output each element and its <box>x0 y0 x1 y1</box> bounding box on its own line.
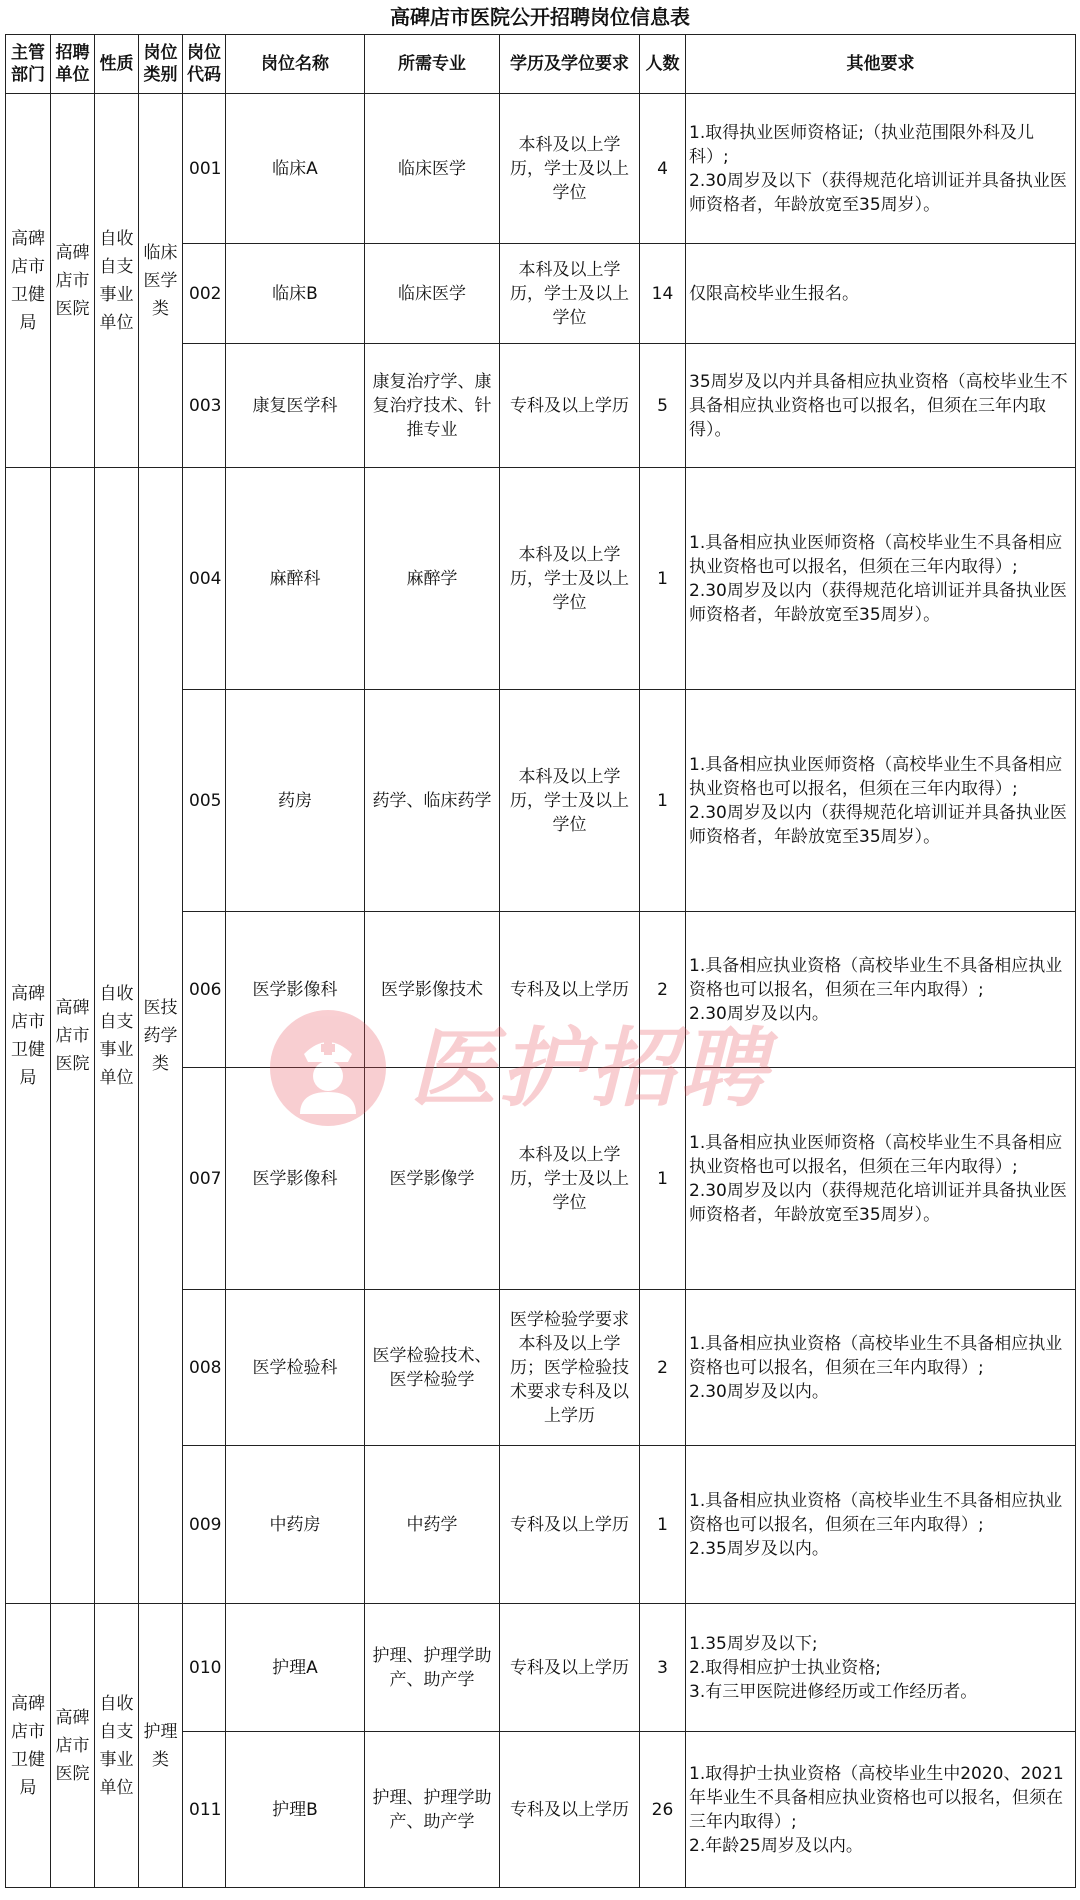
position-code: 002 <box>183 244 226 344</box>
position-code: 009 <box>183 1446 226 1604</box>
position-education: 本科及以上学历，学士及以上学位 <box>500 468 640 690</box>
position-count: 2 <box>640 912 686 1068</box>
position-other: 仅限高校毕业生报名。 <box>686 244 1076 344</box>
group-unit: 高碑店市医院 <box>51 94 95 468</box>
group-category: 医技药学类 <box>139 468 183 1604</box>
position-name: 护理B <box>226 1732 365 1888</box>
group-dept: 高碑店市卫健局 <box>6 1604 51 1888</box>
header-other: 其他要求 <box>686 35 1076 94</box>
position-education: 专科及以上学历 <box>500 912 640 1068</box>
position-education: 专科及以上学历 <box>500 1446 640 1604</box>
position-other: 1.具备相应执业医师资格（高校毕业生不具备相应执业资格也可以报名，但须在三年内取得）; 2.30周岁及以内（获得规范化培训证并具备执业医师资格者，年龄放宽至35周岁）。 <box>686 1068 1076 1290</box>
header-count: 人数 <box>640 35 686 94</box>
position-education: 专科及以上学历 <box>500 344 640 468</box>
table-row <box>6 1604 1076 1732</box>
position-code: 005 <box>183 690 226 912</box>
position-code: 001 <box>183 94 226 244</box>
position-major: 护理、护理学助产、助产学 <box>365 1604 500 1732</box>
position-code: 010 <box>183 1604 226 1732</box>
position-count: 2 <box>640 1290 686 1446</box>
header-row <box>6 35 1076 94</box>
header-education: 学历及学位要求 <box>500 35 640 94</box>
position-major: 护理、护理学助产、助产学 <box>365 1732 500 1888</box>
position-major: 康复治疗学、康复治疗技术、针推专业 <box>365 344 500 468</box>
position-name: 医学检验科 <box>226 1290 365 1446</box>
header-category: 岗位类别 <box>139 35 183 94</box>
position-code: 011 <box>183 1732 226 1888</box>
position-major: 临床医学 <box>365 94 500 244</box>
position-other: 1.35周岁及以下; 2.取得相应护士执业资格; 3.有三甲医院进修经历或工作经历者。 <box>686 1604 1076 1732</box>
group-category: 临床医学类 <box>139 94 183 468</box>
group-nature: 自收自支事业单位 <box>95 1604 139 1888</box>
position-other: 1.取得护士执业资格（高校毕业生中2020、2021年毕业生不具备相应执业资格也可以报名，但须在三年内取得）; 2.年龄25周岁及以内。 <box>686 1732 1076 1888</box>
group-dept: 高碑店市卫健局 <box>6 94 51 468</box>
position-name: 医学影像科 <box>226 1068 365 1290</box>
group-dept: 高碑店市卫健局 <box>6 468 51 1604</box>
position-name: 护理A <box>226 1604 365 1732</box>
position-major: 药学、临床药学 <box>365 690 500 912</box>
position-code: 006 <box>183 912 226 1068</box>
page-title: 高碑店市医院公开招聘岗位信息表 <box>390 5 690 29</box>
position-major: 医学影像学 <box>365 1068 500 1290</box>
position-other: 1.具备相应执业医师资格（高校毕业生不具备相应执业资格也可以报名，但须在三年内取得）; 2.30周岁及以内（获得规范化培训证并具备执业医师资格者，年龄放宽至35周岁）。 <box>686 468 1076 690</box>
header-major: 所需专业 <box>365 35 500 94</box>
position-count: 5 <box>640 344 686 468</box>
group-nature: 自收自支事业单位 <box>95 468 139 1604</box>
position-other: 1.具备相应执业资格（高校毕业生不具备相应执业资格也可以报名，但须在三年内取得）; 2.35周岁及以内。 <box>686 1446 1076 1604</box>
group-category: 护理类 <box>139 1604 183 1888</box>
position-other: 1.具备相应执业资格（高校毕业生不具备相应执业资格也可以报名，但须在三年内取得）; 2.30周岁及以内。 <box>686 912 1076 1068</box>
position-education: 本科及以上学历，学士及以上学位 <box>500 244 640 344</box>
header-unit: 招聘单位 <box>51 35 95 94</box>
position-major: 中药学 <box>365 1446 500 1604</box>
position-major: 麻醉学 <box>365 468 500 690</box>
position-count: 1 <box>640 690 686 912</box>
position-other: 1.具备相应执业资格（高校毕业生不具备相应执业资格也可以报名，但须在三年内取得）; 2.30周岁及以内。 <box>686 1290 1076 1446</box>
position-other: 1.取得执业医师资格证;（执业范围限外科及儿科）; 2.30周岁及以下（获得规范化培训证并具备执业医师资格者，年龄放宽至35周岁）。 <box>686 94 1076 244</box>
position-count: 1 <box>640 1068 686 1290</box>
position-other: 1.具备相应执业医师资格（高校毕业生不具备相应执业资格也可以报名，但须在三年内取得）; 2.30周岁及以内（获得规范化培训证并具备执业医师资格者，年龄放宽至35周岁）。 <box>686 690 1076 912</box>
position-name: 中药房 <box>226 1446 365 1604</box>
group-unit: 高碑店市医院 <box>51 1604 95 1888</box>
position-education: 本科及以上学历，学士及以上学位 <box>500 1068 640 1290</box>
position-education: 专科及以上学历 <box>500 1604 640 1732</box>
position-major: 医学检验技术、医学检验学 <box>365 1290 500 1446</box>
position-education: 专科及以上学历 <box>500 1732 640 1888</box>
table-row <box>6 94 1076 244</box>
positions-table <box>5 34 1076 1888</box>
position-major: 临床医学 <box>365 244 500 344</box>
position-count: 26 <box>640 1732 686 1888</box>
header-name: 岗位名称 <box>226 35 365 94</box>
position-name: 临床B <box>226 244 365 344</box>
position-education: 本科及以上学历，学士及以上学位 <box>500 690 640 912</box>
position-education: 医学检验学要求本科及以上学历；医学检验技术要求专科及以上学历 <box>500 1290 640 1446</box>
table-row <box>6 468 1076 690</box>
position-education: 本科及以上学历，学士及以上学位 <box>500 94 640 244</box>
position-name: 麻醉科 <box>226 468 365 690</box>
header-dept: 主管部门 <box>6 35 51 94</box>
watermark-text: 医护招聘 <box>410 1019 770 1119</box>
position-major: 医学影像技术 <box>365 912 500 1068</box>
position-count: 1 <box>640 468 686 690</box>
position-code: 008 <box>183 1290 226 1446</box>
position-code: 007 <box>183 1068 226 1290</box>
position-count: 1 <box>640 1446 686 1604</box>
position-name: 临床A <box>226 94 365 244</box>
header-code: 岗位代码 <box>183 35 226 94</box>
position-other: 35周岁及以内并具备相应执业资格（高校毕业生不具备相应执业资格也可以报名，但须在三年内取得）。 <box>686 344 1076 468</box>
position-name: 医学影像科 <box>226 912 365 1068</box>
position-count: 3 <box>640 1604 686 1732</box>
position-count: 4 <box>640 94 686 244</box>
position-count: 14 <box>640 244 686 344</box>
position-name: 康复医学科 <box>226 344 365 468</box>
header-nature: 性质 <box>95 35 139 94</box>
group-unit: 高碑店市医院 <box>51 468 95 1604</box>
position-code: 003 <box>183 344 226 468</box>
position-name: 药房 <box>226 690 365 912</box>
group-nature: 自收自支事业单位 <box>95 94 139 468</box>
position-code: 004 <box>183 468 226 690</box>
